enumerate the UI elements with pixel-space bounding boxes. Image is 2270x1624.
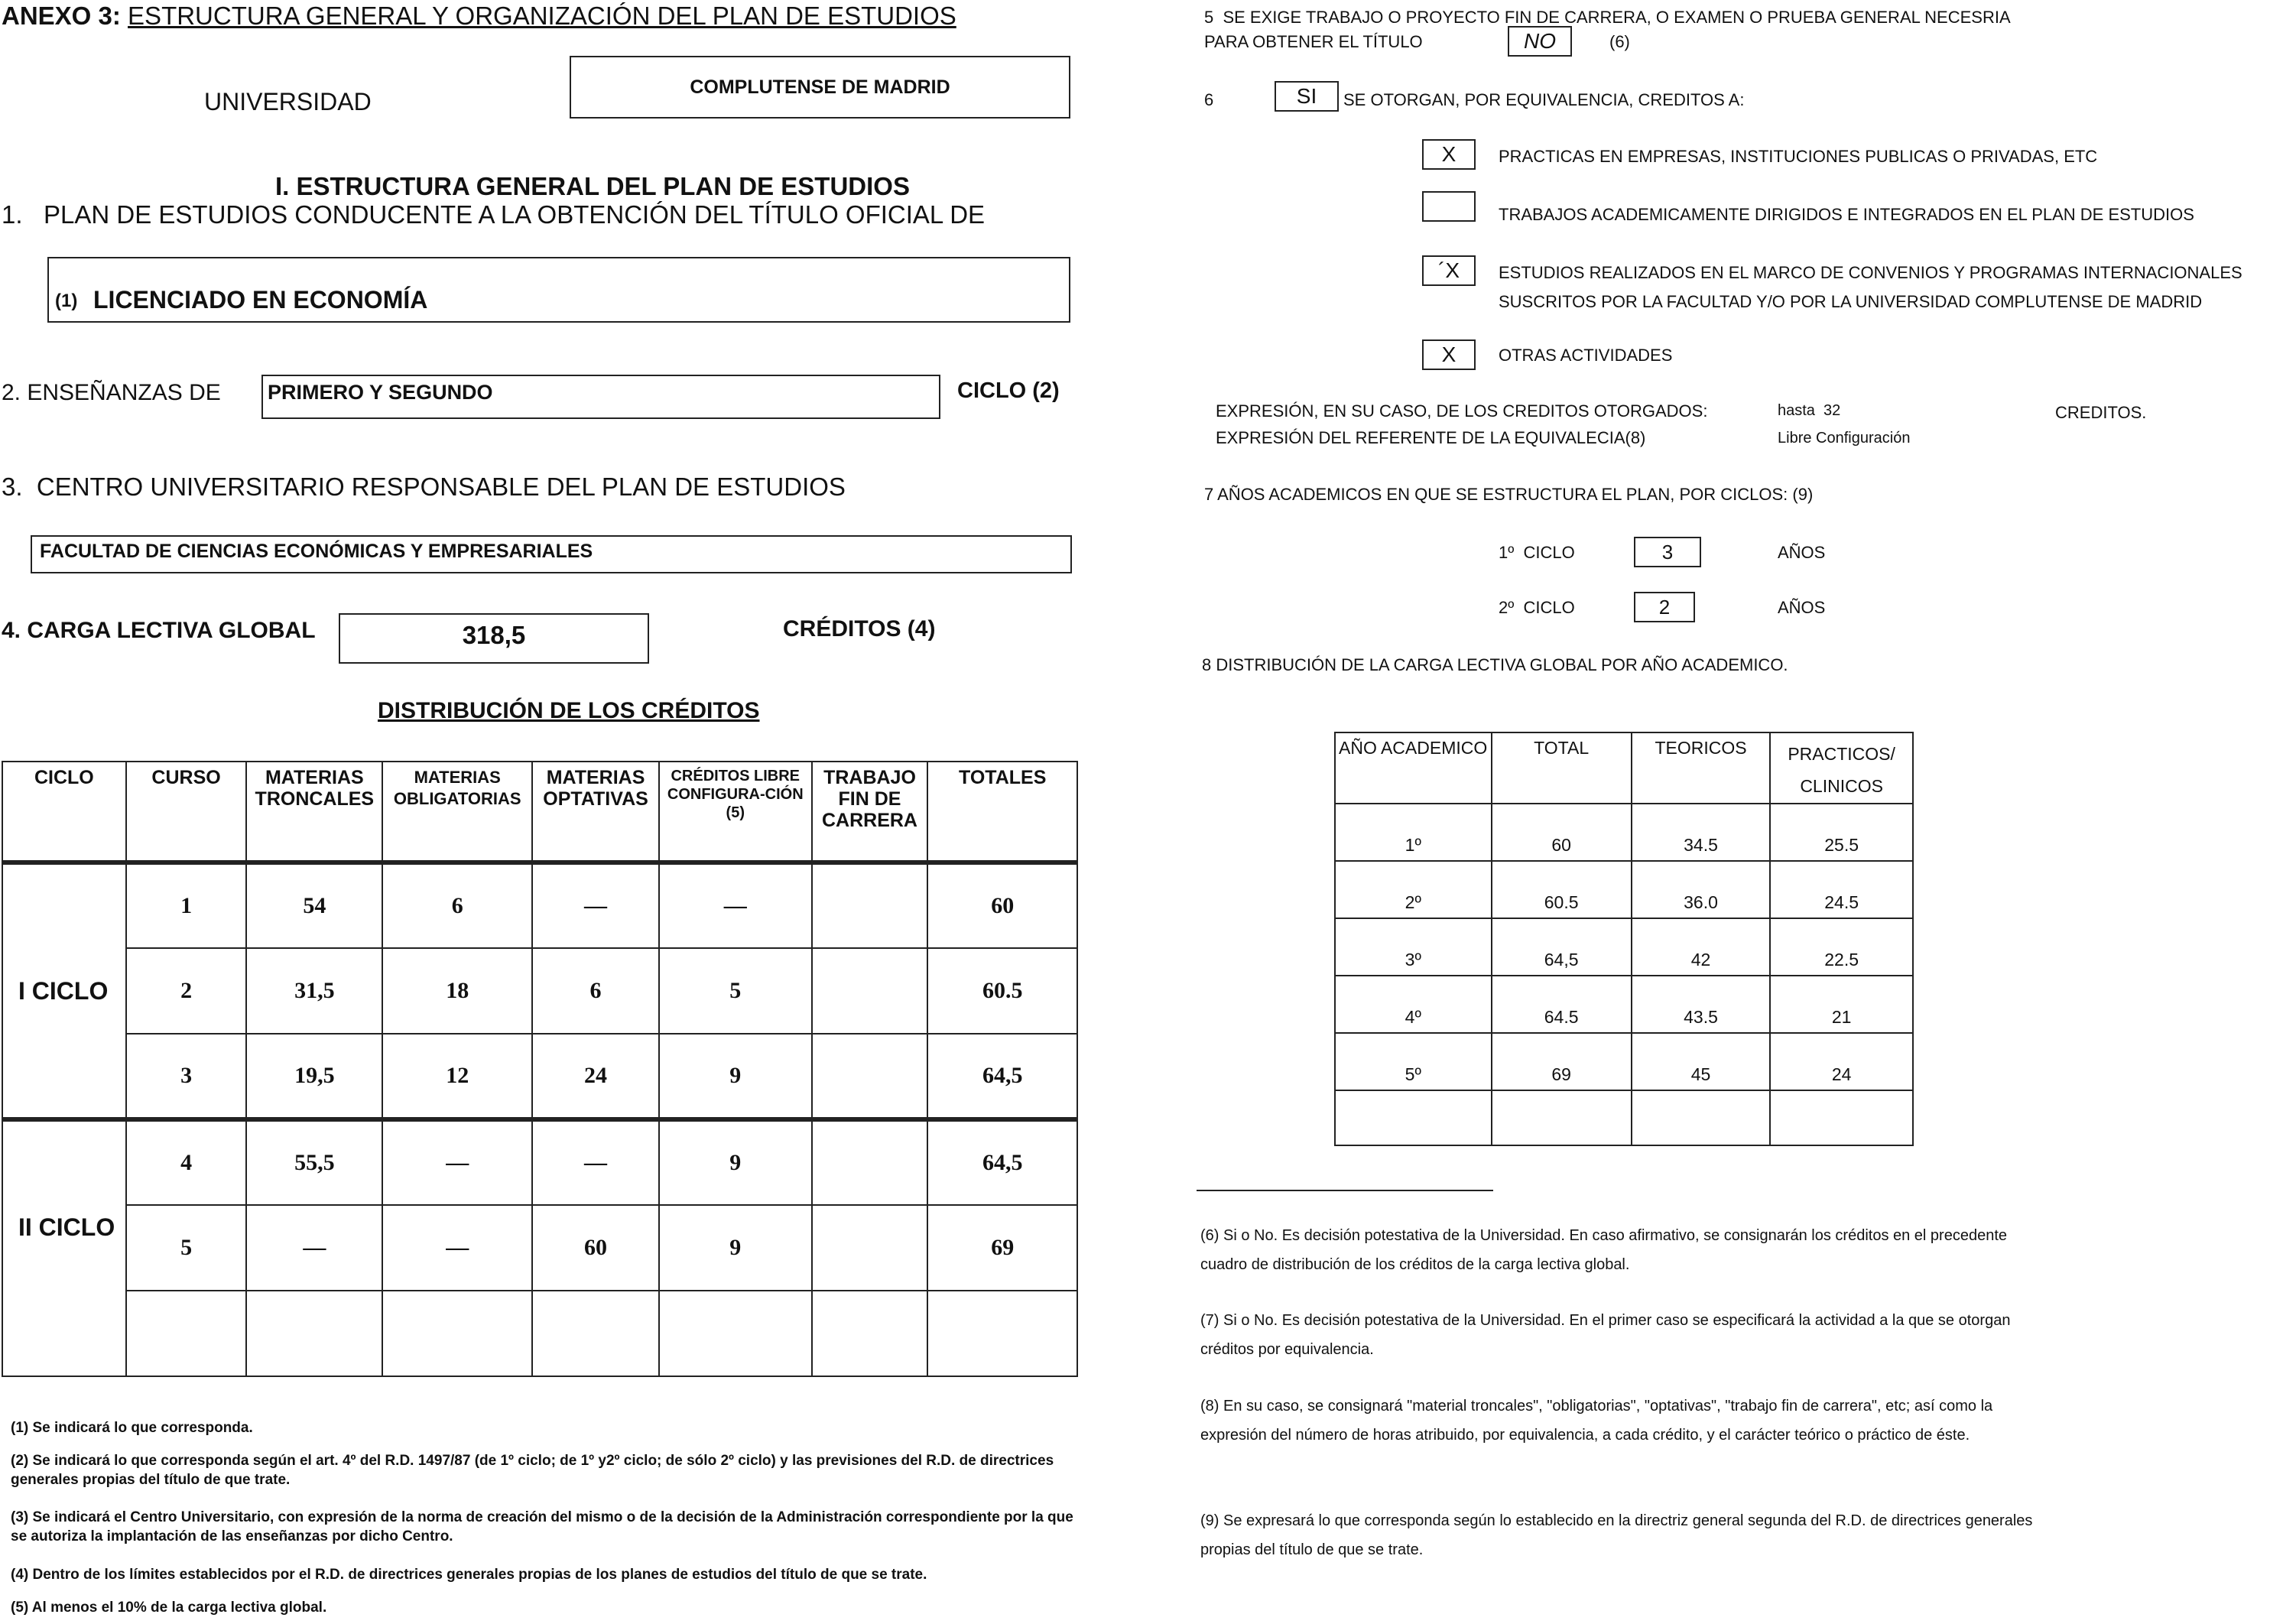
- table-cell: 2º: [1335, 861, 1492, 918]
- option-checkbox-trabajos[interactable]: [1422, 191, 1476, 222]
- footnote-3: (3) Se indicará el Centro Universitario, con expresión de la norma de creación del mismo o de la decisión de la Administración correspondiente por la que se autoriza la implantación de las enseñanzas por dicho Centro.: [11, 1509, 1073, 1544]
- anexo-title: [2, 2, 956, 31]
- table-cell: 19,5: [246, 1034, 382, 1119]
- table-cell: 3º: [1335, 918, 1492, 976]
- table-cell: 5: [659, 948, 812, 1034]
- table-cell: 1: [126, 862, 247, 948]
- table-cell: 60: [1492, 804, 1632, 861]
- table-cell: 24: [532, 1034, 659, 1119]
- table-cell: 60.5: [927, 948, 1077, 1034]
- table-cell: [382, 1291, 532, 1376]
- dist-title: DISTRIBUCIÓN DE LOS CRÉDITOS: [378, 698, 760, 723]
- distribution-table: [2, 761, 1078, 1377]
- table-cell: [246, 1291, 382, 1376]
- table-cell: 54: [246, 862, 382, 948]
- item5-value-box: [1508, 26, 1572, 57]
- expr1-unit: CREDITOS.: [2055, 403, 2147, 422]
- ciclo2-label: 2º CICLO: [1499, 598, 1575, 617]
- expr2-label: EXPRESIÓN DEL REFERENTE DE LA EQUIVALECIA(8): [1216, 428, 1646, 447]
- item1-label: 1. PLAN DE ESTUDIOS CONDUCENTE A LA OBTENCIÓN DEL TÍTULO OFICIAL DE: [2, 200, 986, 229]
- item7-label: 7 AÑOS ACADEMICOS EN QUE SE ESTRUCTURA EL PLAN, POR CICLOS: (9): [1204, 485, 1814, 504]
- ciclo1-unit: AÑOS: [1778, 543, 1826, 562]
- footnote-4: (4) Dentro de los límites establecidos por el R.D. de directrices generales propias de los planes de estudios del título de que se trate.: [11, 1567, 927, 1583]
- table-row: [1335, 976, 1913, 1033]
- year-header-teoricos: TEORICOS: [1632, 732, 1771, 804]
- table-cell: 18: [382, 948, 532, 1034]
- header-curso: CURSO: [126, 762, 247, 862]
- table-cell: —: [246, 1205, 382, 1291]
- centro-box: [31, 535, 1072, 573]
- footnote-7: (7) Si o No. Es decisión potestativa de la Universidad. En el primer caso se especificará la actividad a la que se otorgan créditos por equivalencia.: [1200, 1312, 2011, 1358]
- table-cell: [812, 862, 928, 948]
- ensenanzas-value: PRIMERO Y SEGUNDO: [268, 381, 493, 404]
- table-cell: 64,5: [927, 1034, 1077, 1119]
- header-ciclo: CICLO: [2, 762, 126, 862]
- anexo-label: ANEXO 3:: [2, 2, 121, 30]
- table-cell: —: [382, 1205, 532, 1291]
- footnote-5: (5) Al menos el 10% de la carga lectiva global.: [11, 1600, 327, 1616]
- table-cell: 12: [382, 1034, 532, 1119]
- year-header-row: [1335, 732, 1913, 804]
- table-row: [1335, 861, 1913, 918]
- year-header-practicos-2: CLINICOS: [1800, 776, 1883, 796]
- ciclo-1-cell: I CICLO: [2, 862, 126, 1119]
- table-row: [2, 1119, 1077, 1205]
- table-cell: 55,5: [246, 1119, 382, 1205]
- table-cell: 31,5: [246, 948, 382, 1034]
- table-cell: 36.0: [1632, 861, 1771, 918]
- universidad-value: COMPLUTENSE DE MADRID: [690, 76, 950, 98]
- ciclo1-value: 3: [1661, 541, 1674, 564]
- table-cell: 5: [126, 1205, 247, 1291]
- footnote-6: (6) Si o No. Es decisión potestativa de la Universidad. En caso afirmativo, se consignarán los créditos en el precedente cuadro de distribución de los créditos de la carga lectiva global.: [1200, 1227, 2007, 1273]
- header-obligatorias: MATERIAS OBLIGATORIAS: [382, 762, 532, 862]
- year-header-practicos: [1770, 732, 1913, 804]
- table-cell: [812, 1205, 928, 1291]
- table-cell: [1770, 1090, 1913, 1145]
- footnote-8: (8) En su caso, se consignará "material troncales", "obligatorias", "optativas", "trabajo fin de carrera", etc; así como la expresión del número de horas atribuido, por equivalencia, a cada crédito, y el carácter teórico o práctico de éste.: [1200, 1398, 1993, 1444]
- footnote-2: (2) Se indicará lo que corresponda según el art. 4º del R.D. 1497/87 (de 1º ciclo; de 1º y2º ciclo; de sólo 2º ciclo) y las previsiones del R.D. de directrices generales propias del título de que trate.: [11, 1453, 1054, 1488]
- header-libre: CRÉDITOS LIBRE CONFIGURA-CIÓN (5): [659, 762, 812, 862]
- table-cell: 64,5: [1492, 918, 1632, 976]
- table-cell: 42: [1632, 918, 1771, 976]
- table-cell: 4: [126, 1119, 247, 1205]
- item2-suffix: CICLO (2): [957, 378, 1060, 403]
- expr2-value: Libre Configuración: [1778, 430, 1911, 447]
- table-row: [2, 1205, 1077, 1291]
- table-cell: 22.5: [1770, 918, 1913, 976]
- table-cell: [1632, 1090, 1771, 1145]
- table-cell: —: [659, 862, 812, 948]
- table-cell: 3: [126, 1034, 247, 1119]
- table-cell: 69: [927, 1205, 1077, 1291]
- table-cell: [812, 948, 928, 1034]
- option-checkbox-otras[interactable]: X: [1422, 339, 1476, 370]
- header-totales: TOTALES: [927, 762, 1077, 862]
- header-troncales: MATERIAS TRONCALES: [246, 762, 382, 862]
- universidad-label: UNIVERSIDAD: [204, 88, 372, 115]
- table-cell: 64.5: [1492, 976, 1632, 1033]
- item6-label: SE OTORGAN, POR EQUIVALENCIA, CREDITOS A:: [1343, 90, 1745, 109]
- item5-line1: 5 SE EXIGE TRABAJO O PROYECTO FIN DE CARRERA, O EXAMEN O PRUEBA GENERAL NECESRIA: [1204, 8, 2011, 27]
- table-cell: 24.5: [1770, 861, 1913, 918]
- table-cell: 21: [1770, 976, 1913, 1033]
- centro-value: FACULTAD DE CIENCIAS ECONÓMICAS Y EMPRESARIALES: [40, 541, 593, 562]
- table-cell: [927, 1291, 1077, 1376]
- year-header-total: TOTAL: [1492, 732, 1632, 804]
- table-row: [2, 862, 1077, 948]
- table-cell: 60: [927, 862, 1077, 948]
- table-row: [2, 948, 1077, 1034]
- ciclo1-label: 1º CICLO: [1499, 543, 1575, 562]
- ciclo2-unit: AÑOS: [1778, 598, 1826, 617]
- table-cell: 4º: [1335, 976, 1492, 1033]
- item5-note: (6): [1609, 32, 1630, 51]
- table-cell: [126, 1291, 247, 1376]
- item2-label: 2. ENSEÑANZAS DE: [2, 380, 221, 405]
- table-cell: —: [532, 1119, 659, 1205]
- table-cell: 9: [659, 1205, 812, 1291]
- item4-suffix: CRÉDITOS (4): [783, 616, 936, 641]
- table-cell: 43.5: [1632, 976, 1771, 1033]
- ciclo2-box: [1634, 592, 1695, 622]
- table-cell: 5º: [1335, 1033, 1492, 1090]
- table-row: [2, 1034, 1077, 1119]
- item6-num: 6: [1204, 90, 1214, 109]
- table-cell: [812, 1119, 928, 1205]
- footnote-divider: [1197, 1190, 1493, 1191]
- titulo-value: LICENCIADO EN ECONOMÍA: [93, 286, 428, 313]
- option-text-convenios: ESTUDIOS REALIZADOS EN EL MARCO DE CONVENIOS Y PROGRAMAS INTERNACIONALES: [1499, 263, 2242, 282]
- item4-label: 4. CARGA LECTIVA GLOBAL: [2, 618, 316, 643]
- table-row: [1335, 1090, 1913, 1145]
- table-cell: 6: [532, 948, 659, 1034]
- option-text-otras: OTRAS ACTIVIDADES: [1499, 346, 1673, 365]
- table-cell: [532, 1291, 659, 1376]
- footnote-9: (9) Se expresará lo que corresponda según lo establecido en la directriz general segunda del R.D. de directrices generales propias del título de que se trate.: [1200, 1512, 2033, 1558]
- table-cell: 2: [126, 948, 247, 1034]
- footnote-1: (1) Se indicará lo que corresponda.: [11, 1420, 253, 1436]
- item6-value-box: [1275, 81, 1339, 112]
- ciclo-2-cell: II CICLO: [2, 1119, 126, 1376]
- table-cell: 69: [1492, 1033, 1632, 1090]
- option-text-trabajos: TRABAJOS ACADEMICAMENTE DIRIGIDOS E INTEGRADOS EN EL PLAN DE ESTUDIOS: [1499, 205, 2194, 224]
- table-cell: 60.5: [1492, 861, 1632, 918]
- table-cell: [812, 1291, 928, 1376]
- option-text-convenios-2: SUSCRITOS POR LA FACULTAD Y/O POR LA UNIVERSIDAD COMPLUTENSE DE MADRID: [1499, 292, 2203, 311]
- table-cell: [1335, 1090, 1492, 1145]
- option-checkbox-convenios[interactable]: ´X: [1422, 255, 1476, 286]
- header-optativas: MATERIAS OPTATIVAS: [532, 762, 659, 862]
- item8-label: 8 DISTRIBUCIÓN DE LA CARGA LECTIVA GLOBAL POR AÑO ACADEMICO.: [1202, 655, 1788, 674]
- table-cell: 25.5: [1770, 804, 1913, 861]
- table-row: [1335, 918, 1913, 976]
- table-row: [2, 1291, 1077, 1376]
- carga-box: [339, 613, 649, 664]
- table-row: [1335, 1033, 1913, 1090]
- titulo-note: (1): [55, 291, 78, 311]
- dist-header-row: [2, 762, 1077, 862]
- carga-value: 318,5: [462, 621, 526, 649]
- table-cell: 45: [1632, 1033, 1771, 1090]
- titulo-box: [47, 257, 1070, 323]
- item3-label: 3. CENTRO UNIVERSITARIO RESPONSABLE DEL PLAN DE ESTUDIOS: [2, 473, 846, 501]
- year-header-practicos-1: PRACTICOS/: [1788, 744, 1895, 764]
- table-row: [1335, 804, 1913, 861]
- ciclo2-value: 2: [1658, 596, 1671, 619]
- table-cell: 64,5: [927, 1119, 1077, 1205]
- ciclo1-box: [1634, 537, 1701, 567]
- item5-line2: PARA OBTENER EL TÍTULO: [1204, 32, 1423, 51]
- table-cell: 34.5: [1632, 804, 1771, 861]
- table-cell: 60: [532, 1205, 659, 1291]
- table-cell: 9: [659, 1119, 812, 1205]
- option-checkbox-practicas[interactable]: X: [1422, 139, 1476, 170]
- item5-value: NO: [1524, 29, 1556, 53]
- year-distribution-table: [1334, 732, 1914, 1146]
- table-cell: 24: [1770, 1033, 1913, 1090]
- ensenanzas-box: [261, 375, 940, 419]
- item6-value: SI: [1296, 84, 1317, 108]
- table-cell: [1492, 1090, 1632, 1145]
- table-cell: [812, 1034, 928, 1119]
- table-cell: 1º: [1335, 804, 1492, 861]
- table-cell: —: [382, 1119, 532, 1205]
- table-cell: 6: [382, 862, 532, 948]
- option-text-practicas: PRACTICAS EN EMPRESAS, INSTITUCIONES PUBLICAS O PRIVADAS, ETC: [1499, 147, 2098, 166]
- section-title: I. ESTRUCTURA GENERAL DEL PLAN DE ESTUDIOS: [275, 172, 910, 200]
- anexo-heading: ESTRUCTURA GENERAL Y ORGANIZACIÓN DEL PLAN DE ESTUDIOS: [128, 2, 956, 30]
- expr1-label: EXPRESIÓN, EN SU CASO, DE LOS CREDITOS OTORGADOS:: [1216, 401, 1708, 421]
- expr1-value: hasta 32: [1778, 402, 1841, 419]
- year-header-ano: AÑO ACADEMICO: [1335, 732, 1492, 804]
- universidad-box: [570, 56, 1070, 119]
- table-cell: [659, 1291, 812, 1376]
- table-cell: —: [532, 862, 659, 948]
- table-cell: 9: [659, 1034, 812, 1119]
- header-trabajo: TRABAJO FIN DE CARRERA: [812, 762, 928, 862]
